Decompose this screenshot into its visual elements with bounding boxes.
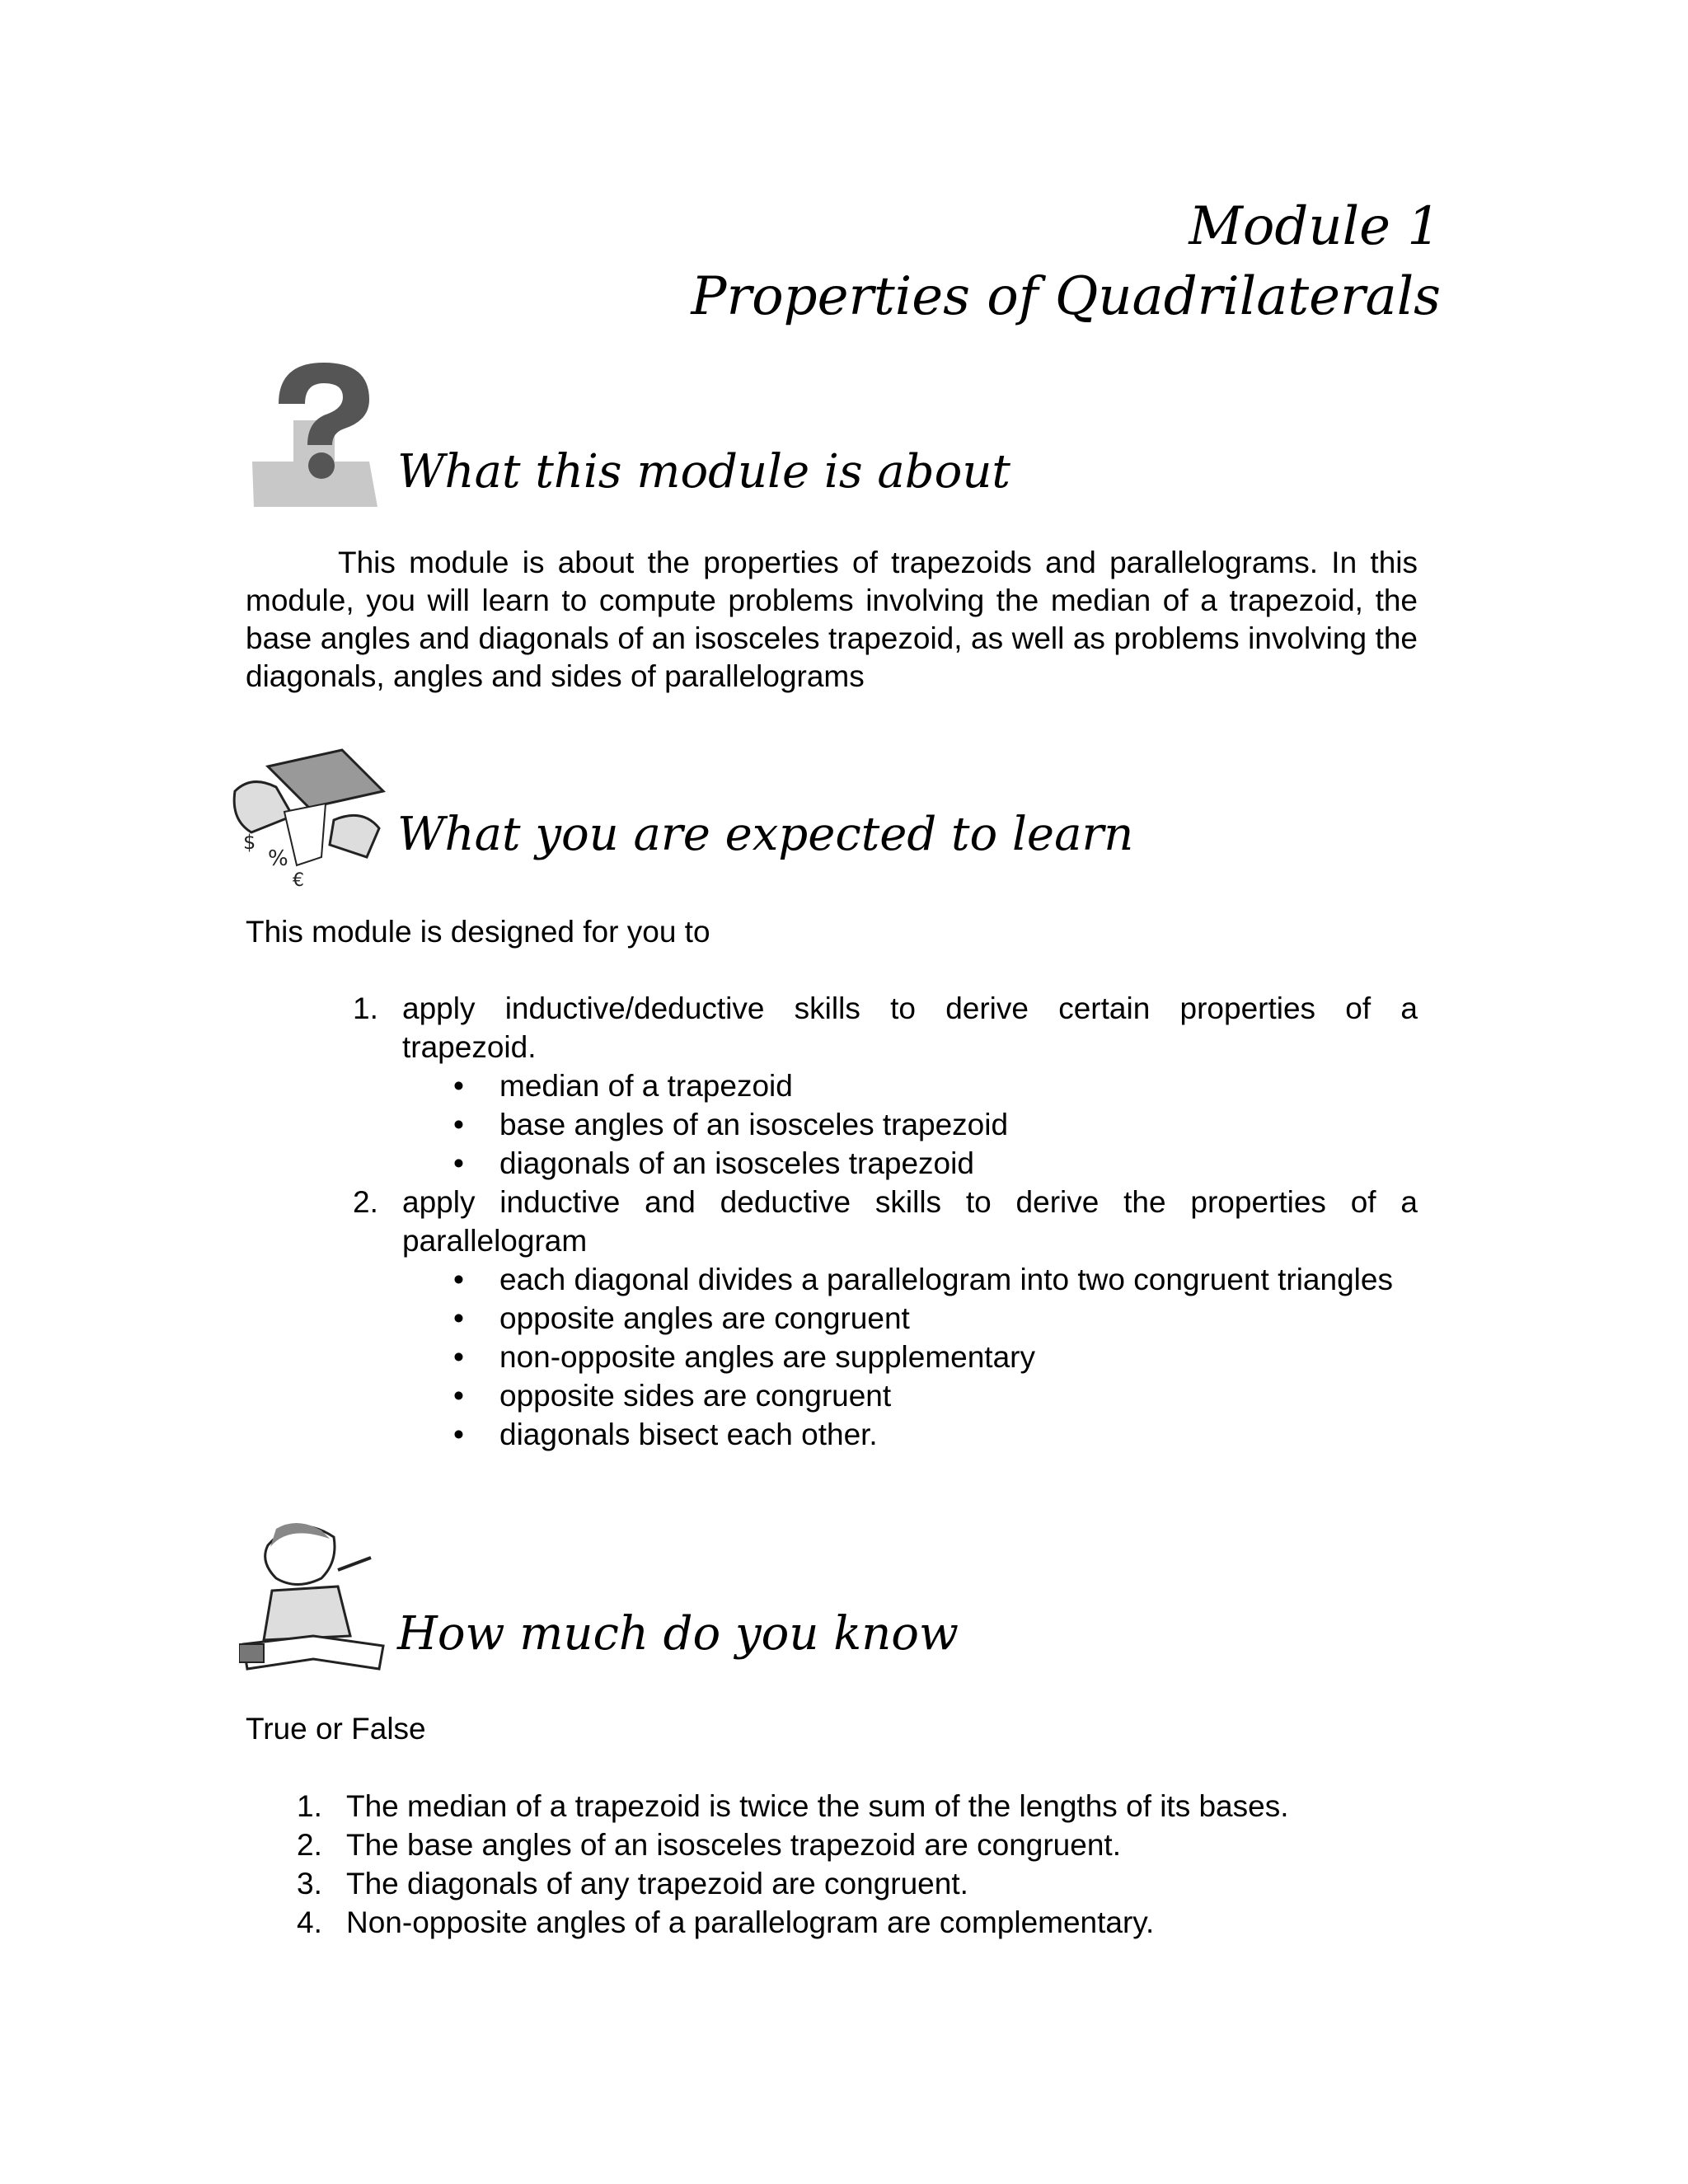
- thinking-student-icon: [239, 1512, 387, 1677]
- item-number: 1.: [353, 991, 378, 1025]
- list-item: • diagonals bisect each other.: [453, 1418, 878, 1451]
- quiz-list: [297, 1787, 1418, 1942]
- module-number: Module 1: [1189, 196, 1441, 257]
- item-text-continued: parallelogram: [402, 1224, 588, 1258]
- section-heading-learn: What you are expected to learn: [397, 808, 1134, 861]
- list-item: • opposite angles are congruent: [453, 1301, 910, 1335]
- list-item: 3. The diagonals of any trapezoid are congruent.: [297, 1867, 968, 1900]
- item-text: apply inductive/deductive skills to derive certain properties of a: [402, 991, 1418, 1025]
- module-title: Properties of Quadrilaterals: [691, 266, 1441, 327]
- section-heading-about: What this module is about: [397, 445, 1010, 499]
- list-item: • base angles of an isosceles trapezoid: [453, 1108, 1009, 1141]
- section-heading-know: How much do you know: [397, 1607, 959, 1661]
- list-item: • non-opposite angles are supplementary: [453, 1340, 1035, 1374]
- list-item: • opposite sides are congruent: [453, 1379, 892, 1413]
- svg-text:$: $: [243, 831, 256, 854]
- list-item: • diagonals of an isosceles trapezoid: [453, 1146, 974, 1180]
- list-item: [353, 989, 1418, 1183]
- svg-text:%: %: [268, 846, 288, 871]
- list-item: 4. Non-opposite angles of a parallelogram are complementary.: [297, 1905, 1155, 1939]
- list-item: [353, 1183, 1418, 1454]
- svg-text:€: €: [293, 870, 304, 890]
- list-item: 1. The median of a trapezoid is twice the sum of the lengths of its bases.: [297, 1789, 1289, 1823]
- list-item: 2. The base angles of an isosceles trapezoid are congruent.: [297, 1828, 1121, 1862]
- item-text-continued: trapezoid.: [402, 1030, 537, 1064]
- hands-currency-icon: [218, 742, 392, 890]
- about-paragraph: This module is about the properties of trapezoids and parallelograms. In this module, you will learn to compute problems involving the median of a trapezoid, the base angles and diagonals of an isosceles trapezoid, as well as problems involving the diagonals, angles and sides of parallelograms: [246, 546, 1418, 693]
- list-item: • each diagonal divides a parallelogram into two congruent triangles: [453, 1263, 1393, 1296]
- know-intro: True or False: [246, 1712, 426, 1746]
- list-item: • median of a trapezoid: [453, 1069, 793, 1103]
- learn-intro: This module is designed for you to: [246, 915, 710, 949]
- item-number: 2.: [353, 1185, 378, 1219]
- item-text: apply inductive and deductive skills to derive the properties of a: [402, 1185, 1418, 1219]
- question-mark-icon: [246, 354, 377, 511]
- objectives-list: [353, 989, 1418, 1454]
